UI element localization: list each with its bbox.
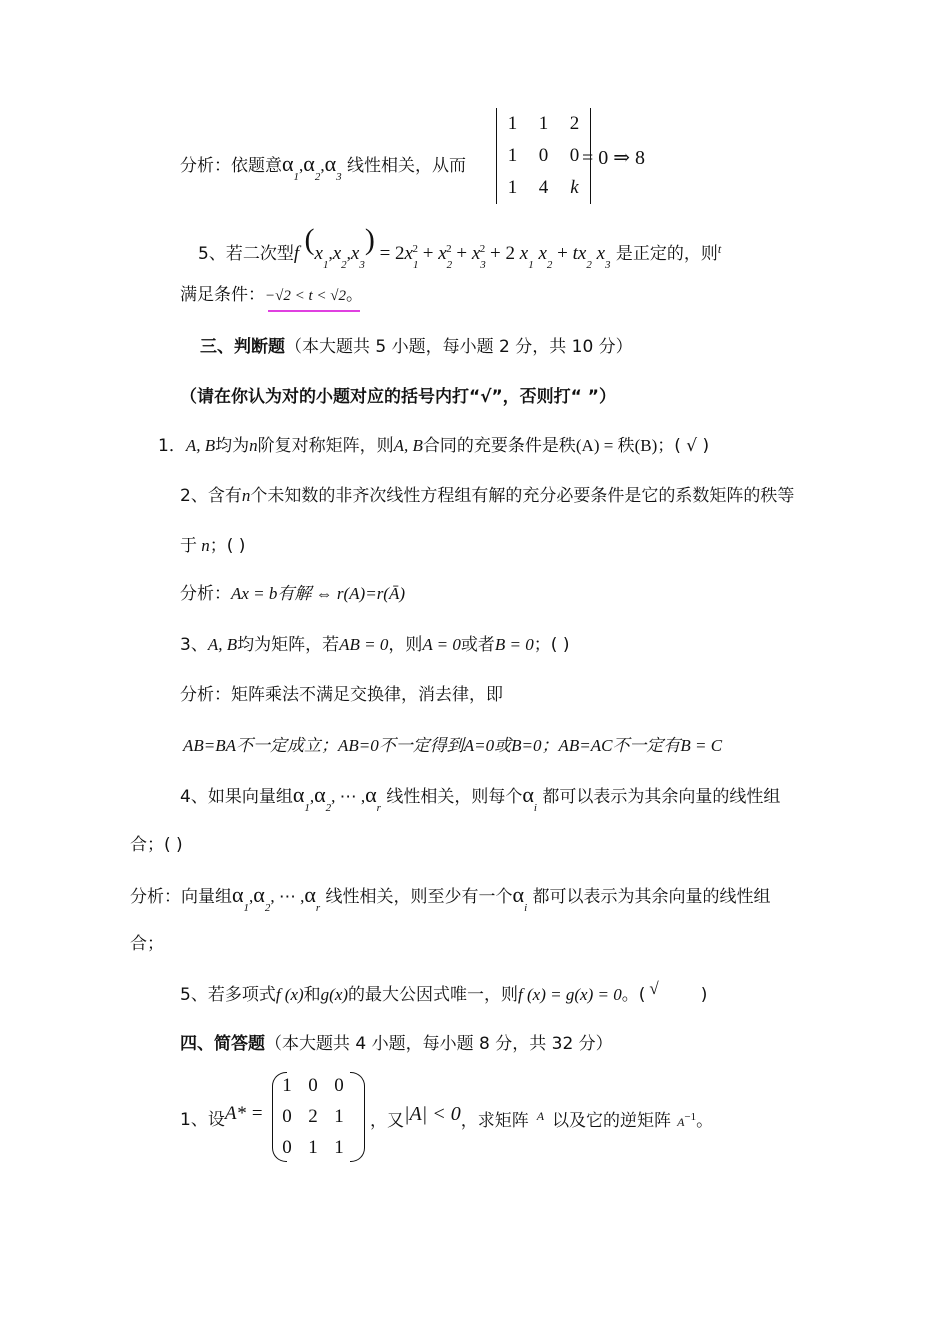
text: 线性相关，则至少有一个	[325, 887, 513, 907]
text: 都可以表示为其余向量的线性组	[542, 787, 781, 807]
text: )	[700, 985, 708, 1005]
matrix-cell: 1	[334, 1105, 344, 1127]
matrix-cell: 1	[334, 1136, 344, 1158]
sub: 1	[293, 171, 300, 183]
text: 线性相关，则每个	[386, 787, 523, 807]
matrix-cell: 2	[308, 1105, 318, 1127]
matrix-cell: 0	[569, 145, 580, 166]
judge-5	[180, 979, 708, 1007]
judge-1	[158, 434, 709, 458]
math: A	[677, 1115, 685, 1129]
text: 阶复对称矩阵，则	[257, 436, 394, 456]
section-4-header	[180, 1032, 613, 1056]
short-answer-1-prefix	[180, 1103, 264, 1132]
short-answer-1-rest	[370, 1103, 714, 1135]
answer-range: −√2 < t < √2	[265, 288, 346, 304]
text: 或者	[460, 635, 495, 655]
text: 3、	[180, 635, 208, 655]
text: 个未知数的非齐次线性方程组有解的充分必要条件是它的系数矩阵的秩等	[250, 486, 795, 506]
text: ，又	[370, 1111, 404, 1131]
section-3-header	[200, 335, 633, 359]
text: 以及它的逆矩阵	[552, 1111, 672, 1131]
text: 1．	[158, 436, 186, 456]
math: A, B	[185, 436, 216, 455]
math: f (x)	[275, 985, 304, 1004]
matrix-cell: 1	[538, 113, 549, 134]
text: 线性相关，从而	[347, 156, 466, 176]
matrix-row	[274, 1070, 352, 1101]
text: ；( )	[533, 635, 570, 655]
text: 和	[303, 985, 321, 1005]
sub: 2	[314, 171, 321, 183]
judge-2-line-2	[180, 534, 245, 558]
text: 。(	[621, 985, 646, 1005]
text: ，求矩阵	[460, 1111, 529, 1131]
text: 都可以表示为其余向量的线性组	[532, 887, 771, 907]
judge-3	[180, 633, 569, 657]
matrix-row	[497, 140, 590, 172]
text: 5、若多项式	[180, 985, 276, 1005]
text: 分析：依题意	[180, 156, 282, 176]
question-5: 5、若二次型f $(x_1,x_2,x_3) = 2x_1^2 + x_2^2 + x_3^2 + 2$ $x_1$ $x_2 + tx_2$ $x_3$ 是正定的，则$^t$	[198, 223, 722, 271]
judge-4-line-2: 合；( )	[130, 835, 183, 855]
math: |A| < 0	[404, 1103, 461, 1125]
determinant-1	[496, 108, 591, 204]
judge-4-analysis-2: 合；	[130, 934, 164, 954]
text: 。	[696, 1111, 714, 1131]
matrix-a-star	[274, 1070, 352, 1163]
matrix-cell: 2	[569, 113, 580, 134]
question-5-condition	[180, 283, 363, 308]
judge-3-analysis-2: AB=BA不一定成立；AB=0不一定得到A=0或B=0；AB=AC不一定有B = C	[183, 736, 723, 755]
text: 1、设	[180, 1110, 225, 1130]
text: 2、含有	[180, 486, 242, 506]
matrix-cell: 1	[282, 1074, 292, 1096]
text: 分析：向量组	[130, 887, 232, 907]
math: A	[536, 1109, 545, 1123]
matrix-cell: k	[570, 177, 579, 198]
text: （本大题共 5 小题，每小题 2 分，共 10 分）	[285, 337, 633, 357]
answer-underline	[268, 310, 360, 312]
text: 。	[346, 285, 363, 305]
text: 三、判断题	[200, 337, 285, 357]
matrix-row	[274, 1101, 352, 1132]
text: 于	[180, 536, 197, 556]
judge-4: 4、如果向量组$\alpha_1,\alpha_2$, ⋯ $,\alpha_r$ 线性相关，则每个$\alpha_i$ 都可以表示为其余向量的线性组	[180, 782, 781, 814]
judge-2-line-1	[180, 484, 794, 508]
matrix-cell: 1	[507, 177, 518, 198]
matrix-row	[497, 108, 590, 140]
text: 5、若二次型	[198, 244, 294, 264]
math: A, B	[207, 635, 238, 654]
text: 均为矩阵，若	[237, 635, 340, 655]
alpha-3: α	[324, 151, 337, 176]
text: 均为	[215, 436, 250, 456]
alpha-2: α	[303, 151, 315, 176]
text: 满足条件：	[180, 285, 265, 305]
section-3-instruction: （请在你认为对的小题对应的括号内打“√”，否则打“ ”）	[180, 387, 616, 407]
text: 合同的充要条件是	[422, 436, 559, 456]
math: n	[201, 536, 210, 555]
matrix-cell: 0	[282, 1105, 292, 1127]
alpha-1: α	[282, 151, 294, 176]
judge-2-analysis	[180, 582, 405, 606]
matrix-cell: 0	[282, 1136, 292, 1158]
math: n	[249, 436, 258, 455]
math: −1	[684, 1111, 697, 1123]
text: ，则	[388, 635, 423, 655]
matrix-cell: 1	[507, 113, 518, 134]
text: 4、如果向量组	[180, 787, 293, 807]
math: Ax = b有解 ⇔ r(A)=r(Ā)	[231, 584, 406, 603]
math: B = 0	[494, 635, 534, 654]
math: A = 0	[422, 635, 461, 654]
math: 秩(A) = 秩(B)	[558, 436, 658, 455]
math: n	[241, 486, 251, 505]
math: g(x)	[320, 985, 349, 1004]
det-result: = 0 ⇒ 8	[582, 147, 646, 169]
math: √	[649, 979, 659, 998]
math: A, B	[393, 436, 423, 455]
text: ；( )	[209, 536, 246, 556]
judge-4-analysis: 分析：向量组$\alpha_1,\alpha_2$, ⋯ $,\alpha_r$ 线性相关，则至少有一个$\alpha_i$ 都可以表示为其余向量的线性组	[130, 882, 771, 914]
matrix-cell: 0	[308, 1074, 318, 1096]
text: 是正定的，则	[615, 244, 718, 264]
matrix-cell: 0	[334, 1074, 344, 1096]
matrix-cell: 4	[538, 177, 549, 198]
matrix-right-paren	[350, 1072, 365, 1162]
sub: 3	[336, 171, 342, 183]
text: 分析：	[180, 584, 231, 604]
text: （本大题共 4 小题，每小题 8 分，共 32 分）	[265, 1034, 613, 1054]
judge-3-analysis: 分析：矩阵乘法不满足交换律，消去律，即	[180, 685, 503, 705]
matrix-cell: 1	[507, 145, 518, 166]
text: 的最大公因式唯一，则	[348, 985, 519, 1005]
math: A* =	[224, 1103, 264, 1124]
matrix-cell: 1	[308, 1136, 318, 1158]
math: t	[717, 242, 722, 256]
text: ；( √ )	[657, 436, 710, 456]
math: AB = 0	[339, 635, 389, 654]
matrix-cell: 0	[538, 145, 549, 166]
matrix-row	[497, 172, 590, 204]
text: 四、简答题	[180, 1034, 265, 1054]
matrix-row	[274, 1132, 352, 1163]
math: f (x) = g(x) = 0	[518, 985, 622, 1004]
analysis-line-1: 分析：依题意$\alpha_1,\alpha_2,\alpha_3$ 线性相关，从而	[180, 151, 466, 183]
